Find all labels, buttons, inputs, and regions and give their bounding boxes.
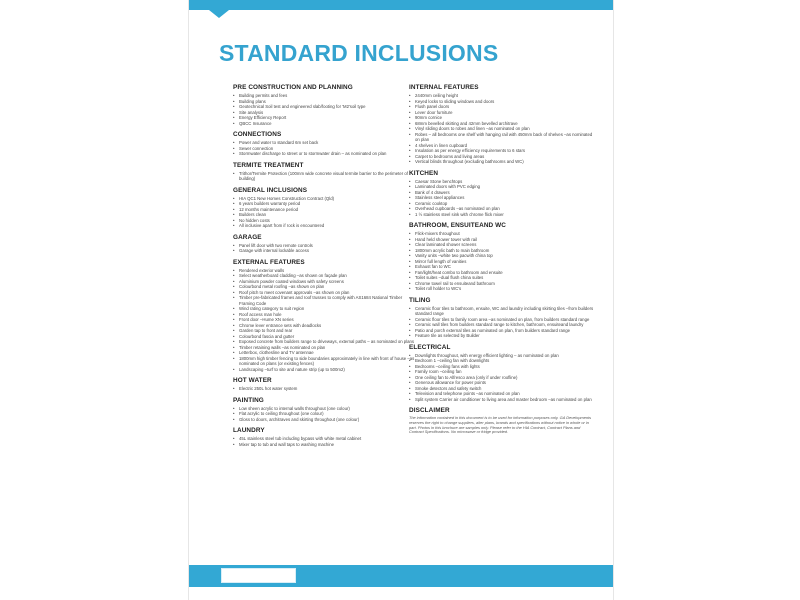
inclusion-item: • 4 shelves in linen cupboard [409, 143, 595, 149]
inclusion-item: • Laminated doors with PVC edging [409, 184, 595, 190]
inclusion-item: • Robes – all bedrooms one shelf with hanging rail with 450mm back of shelves –as nominated on plan [409, 132, 595, 143]
inclusion-section [233, 397, 419, 423]
inclusion-item: • Garage with internal lockable access [233, 248, 419, 254]
inclusion-item: • Keyed locks to sliding windows and doors [409, 99, 595, 105]
inclusion-item: • 68mm bevelled skirting and 42mm bevelled architrave [409, 121, 595, 127]
top-accent-band [189, 0, 613, 10]
inclusion-item: • Insulation as per energy efficiency requirements to 6 stars [409, 148, 595, 154]
inclusion-item: • Flat acrylic to ceiling throughout (one colour) [233, 411, 419, 417]
section-heading: GARAGE [233, 233, 262, 241]
inclusion-item: • Bedroom 1 –ceiling fan with downlights [409, 358, 595, 364]
inclusion-item: • Split system Carrier air conditioner to living area and master bedroom –as nominated on plan [409, 397, 595, 403]
section-heading: LAUNDRY [233, 427, 265, 434]
inclusion-item: • Mirror full length of vanities [409, 259, 595, 265]
inclusion-list [233, 93, 419, 126]
inclusion-item: • Ceramic cooktop [409, 201, 595, 207]
inclusion-item: • Timber pre-fabricated frames and roof trusses to comply with AS1684 National Timber Framing Code [233, 295, 419, 306]
inclusion-item: • Lever door furniture [409, 110, 595, 116]
inclusion-section [233, 84, 419, 126]
section-heading: EXTERNAL FEATURES [233, 258, 305, 266]
inclusion-item: • 12 months maintenance period [233, 207, 419, 213]
inclusion-item: • Vanity units –white two pacwith china top [409, 253, 595, 259]
inclusion-item: • 1800mm acrylic bath to main bathroom [409, 248, 595, 254]
inclusion-item: • Builders clean [233, 212, 419, 218]
inclusion-item: • Roof access man hole [233, 312, 419, 318]
inclusion-list [233, 171, 419, 182]
inclusion-section [409, 222, 595, 292]
inclusion-item: • Stormwater discharge to street or to stormwater drain – as nominated on plan [233, 151, 419, 157]
section-heading: KITCHEN [409, 169, 439, 177]
inclusion-item: • Front door –Hume XN series [233, 317, 419, 323]
top-notch-marker [209, 10, 229, 18]
right-sections [409, 84, 595, 402]
disclaimer-text: The information contained in this document is to be used for information purposes only. GA Developments reserves the right to change suppliers, alter plans, brands and specifications without notice in whole or in part. Photos in this brochure are samples only. Please refer to the HIA Contract, Contract Plans and Contract Specifications. No microwave or fridge provided. [409, 415, 592, 435]
inclusion-section [233, 162, 419, 182]
inclusion-item: • Toilet suites –dual flush china suites [409, 275, 595, 281]
inclusion-item: • Building plans [233, 99, 419, 105]
inclusion-item: • QBCC Insurance [233, 121, 419, 127]
inclusion-section [409, 297, 595, 339]
inclusion-item: • One ceiling fan to Alfresco area (only if under roofline) [409, 375, 595, 381]
inclusion-item: • Overhead cupboards –as nominated on plan [409, 206, 595, 212]
inclusion-item: • Panel lift door with two remote controls [233, 243, 419, 249]
inclusion-item: • Vertical blinds throughout (excluding bathrooms and WC) [409, 159, 595, 165]
inclusion-item: • Smoke detectors and safety switch [409, 386, 595, 392]
inclusion-item: • Building permits and fees [233, 93, 419, 99]
inclusion-item: • Patio and porch external tiles as nominated on plan, from builders standard range [409, 328, 595, 334]
inclusion-item: • Trithor/Termite Protection (100mm wide concrete visual termite barrier to the perimeter of building) [233, 171, 419, 182]
section-heading: TERMITE TREATMENT [233, 161, 304, 169]
inclusion-item: • Flush panel doors [409, 104, 595, 110]
section-heading: CONNECTIONS [233, 131, 282, 138]
inclusion-list [233, 406, 419, 423]
inclusion-section [409, 170, 595, 218]
inclusion-item: • Mixer tap to tub and wall taps to washing machine [233, 442, 419, 448]
inclusion-item: • Stainless steel appliances [409, 195, 595, 201]
inclusion-list [233, 243, 419, 254]
inclusion-item: • Vinyl sliding doors to robes and linen –as nominated on plan [409, 126, 595, 132]
inclusion-list [409, 353, 595, 403]
inclusion-item: • Hand held shower tower with rail [409, 237, 595, 243]
inclusion-item: • Bank of 4 drawers [409, 190, 595, 196]
inclusion-list [233, 196, 419, 229]
inclusion-item: • Fan/light/heat combo to bathroom and ensuite [409, 270, 595, 276]
inclusion-item: • Generous allowance for power points [409, 380, 595, 386]
inclusion-item: • Rendered exterior walls [233, 268, 419, 274]
inclusion-item: • Wind rating category to suit region [233, 306, 419, 312]
inclusion-item: • Ceramic floor tiles to bathroom, ensuite, WC and laundry including skirting tiles –from builders standard range [409, 306, 595, 317]
inclusion-item: • All inclusive apart from if rock is encountered [233, 223, 419, 229]
inclusion-section [233, 427, 419, 447]
inclusion-item: • Toilet roll holder to WC's [409, 286, 595, 292]
inclusion-item: • Downlights throughout, with energy efficient lighting – as nominated on plan [409, 353, 595, 359]
section-heading: TILING [409, 296, 431, 304]
right-column [409, 84, 595, 440]
inclusion-item: • 1800mm high timber fencing to side boundaries approximately in line with front of house –as nominated on plans (or existing fences) [233, 356, 419, 367]
inclusion-item: • 2440mm ceiling height [409, 93, 595, 99]
inclusion-item: • Feature tile as selected by Builder [409, 333, 595, 339]
inclusion-section [233, 234, 419, 254]
inclusion-item: • Colourbond fascia and gutter [233, 334, 419, 340]
inclusion-section [233, 259, 419, 373]
inclusion-item: • 1 ½ stainless steel sink with chrome flick mixer [409, 212, 595, 218]
inclusion-item: • Electric 250L hot water system [233, 386, 419, 392]
inclusion-item: • Caesar Stone benchtops [409, 179, 595, 185]
inclusion-item: • 90mm cornice [409, 115, 595, 121]
inclusion-item: • Carpet to bedrooms and living areas [409, 154, 595, 160]
inclusion-list [409, 93, 595, 165]
inclusion-item: • Roof pitch to meet covenant approvals –as shown on plan [233, 290, 419, 296]
disclaimer-section [409, 407, 595, 435]
inclusion-section [233, 131, 419, 157]
disclaimer-heading: DISCLAIMER [409, 407, 450, 414]
inclusion-item: • 45L stainless steel tub including bypass with white metal cabinet [233, 436, 419, 442]
inclusion-list [233, 386, 419, 392]
inclusion-item: • Ceramic wall tiles from builders standard range to kitchen, bathroom, ensuiteand laundry [409, 322, 595, 328]
section-heading: PRE CONSTRUCTION AND PLANNING [233, 84, 353, 91]
inclusion-item: • Letterbox, clothesline and TV antennae [233, 350, 419, 356]
section-heading: HOT WATER [233, 377, 272, 384]
inclusion-list [409, 179, 595, 218]
section-heading: BATHROOM, ENSUITEAND WC [409, 222, 506, 229]
inclusion-item: • Clear laminated shower screens [409, 242, 595, 248]
section-heading: ELECTRICAL [409, 343, 451, 351]
inclusion-item: • Bedrooms –ceiling fans with lights [409, 364, 595, 370]
inclusion-item: • Chrome towel rail to ensuiteand bathroom [409, 281, 595, 287]
inclusion-item: • Flick-mixers throughout [409, 231, 595, 237]
inclusion-item: • Site analysis [233, 110, 419, 116]
section-heading: GENERAL INCLUSIONS [233, 186, 308, 194]
left-column [233, 84, 419, 452]
inclusion-item: • Select weatherboard cladding –as shown on façade plan [233, 273, 419, 279]
inclusion-item: • Low sheen acrylic to internal walls throughout (one colour) [233, 406, 419, 412]
inclusion-item: • Power and water to standard 6m set back [233, 140, 419, 146]
inclusion-item: • Gloss to doors, architraves and skirting throughout (one colour) [233, 417, 419, 423]
inclusion-item: • Energy Efficiency Report [233, 115, 419, 121]
inclusion-list [233, 436, 419, 447]
inclusions-page [188, 0, 614, 600]
inclusion-item: • Chrome lever entrance sets with deadlocks [233, 323, 419, 329]
inclusion-list [409, 231, 595, 292]
footer-logo-box [221, 568, 296, 583]
inclusion-item: • HIA QC1 New Homes Construction Contract (Qld) [233, 196, 419, 202]
inclusion-item: • Family room –ceiling fan [409, 369, 595, 375]
inclusion-item: • Sewer connection [233, 146, 419, 152]
inclusion-item: • 6 years builders warranty period [233, 201, 419, 207]
inclusion-item: • Exhaust fan to WC [409, 264, 595, 270]
inclusion-item: • Television and telephone points –as nominated on plan [409, 391, 595, 397]
inclusion-item: • Exposed concrete from builders range to driveways, external paths – as nominated on plans [233, 339, 419, 345]
inclusion-list [409, 306, 595, 339]
inclusion-item: • Timber retaining walls –as nominated on plan [233, 345, 419, 351]
inclusion-item: • No hidden costs [233, 218, 419, 224]
inclusion-section [233, 187, 419, 229]
inclusion-list [233, 268, 419, 373]
section-heading: PAINTING [233, 396, 264, 404]
inclusion-section [409, 84, 595, 165]
inclusion-item: • Landscaping –turf to site and nature strip (up to 500m2) [233, 367, 419, 373]
inclusion-list [233, 140, 419, 157]
section-heading: INTERNAL FEATURES [409, 84, 479, 91]
inclusion-section [233, 377, 419, 392]
inclusion-section [409, 344, 595, 403]
inclusion-item: • Aluminium powder coated windows with safety screens [233, 279, 419, 285]
inclusion-item: • Garden tap to front and rear [233, 328, 419, 334]
inclusion-item: • Ceramic floor tiles to family room area –as nominated on plan, from builders standard range [409, 317, 595, 323]
inclusion-item: • Colourbond metal roofing –as shown on plan [233, 284, 419, 290]
page-title: STANDARD INCLUSIONS [219, 40, 499, 66]
inclusion-item: • Geotechnical Soil test and engineered slab/footing for 'M2'soil type [233, 104, 419, 110]
